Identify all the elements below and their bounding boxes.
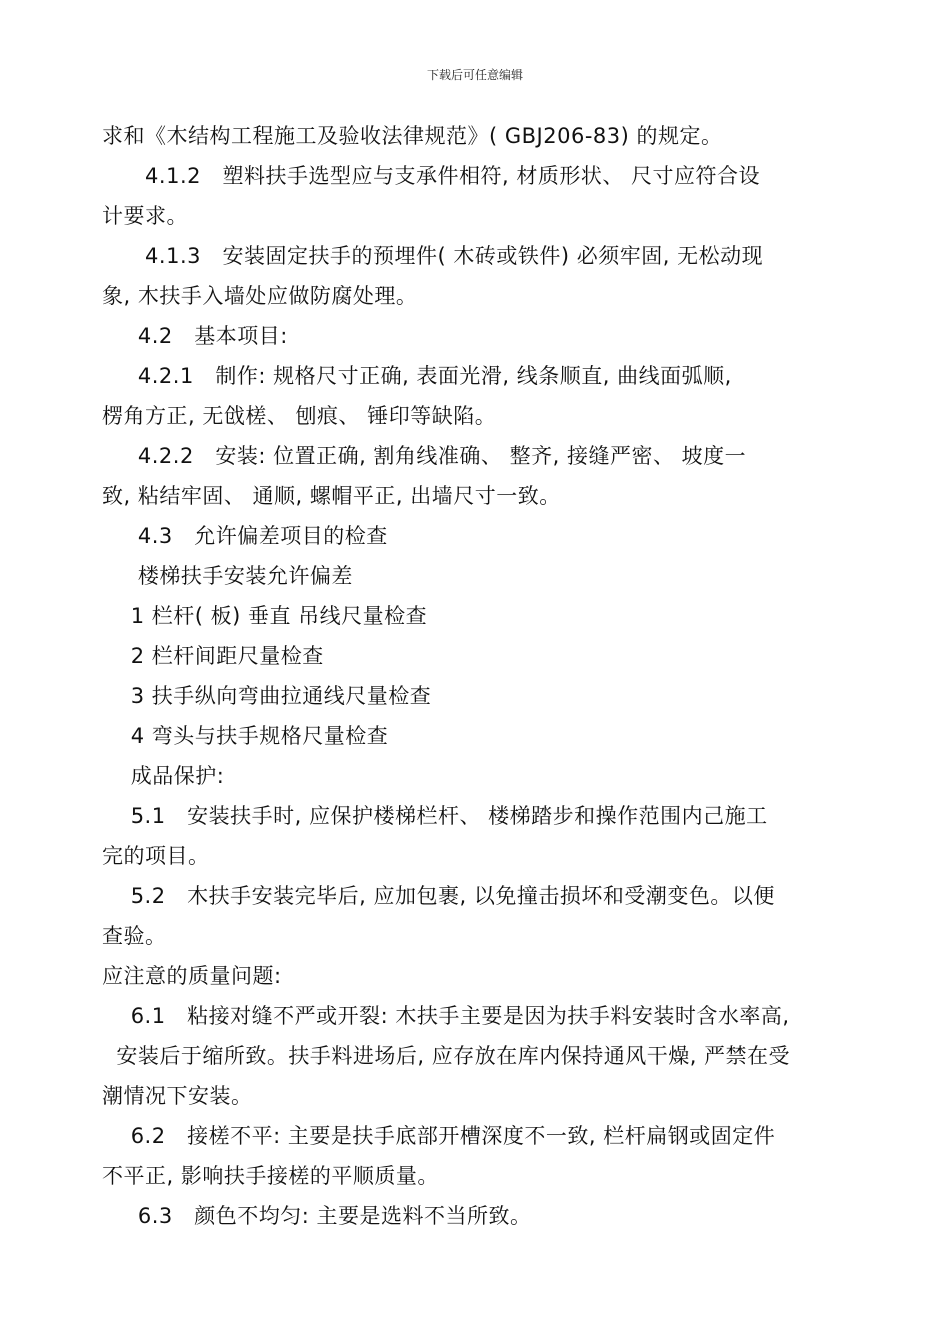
- text-line: 6.3 颜色不均匀: 主要是选料不当所致。: [102, 1204, 532, 1228]
- page-header: 下载后可任意编辑: [426, 68, 523, 82]
- list-item: 3 扶手纵向弯曲拉通线尺量检查: [102, 684, 432, 708]
- text-line: 4.2.1 制作: 规格尺寸正确, 表面光滑, 线条顺直, 曲线面弧顺,: [102, 364, 732, 388]
- text-line: 求和《木结构工程施工及验收法律规范》( GBJ206-83) 的规定。: [102, 124, 723, 148]
- text-line: 不平正, 影响扶手接槎的平顺质量。: [102, 1164, 439, 1188]
- text-line: 完的项目。: [102, 844, 210, 868]
- text-line: 6.2 接槎不平: 主要是扶手底部开槽深度不一致, 栏杆扁钢或固定件: [102, 1124, 776, 1148]
- section-heading: 4.2 基本项目:: [102, 324, 288, 348]
- section-heading: 4.3 允许偏差项目的检查: [102, 524, 388, 548]
- text-line: 楞角方正, 无戗槎、 刨痕、 锤印等缺陷。: [102, 404, 497, 428]
- list-item: 4 弯头与扶手规格尺量检查: [102, 724, 389, 748]
- text-line: 象, 木扶手入墙处应做防腐处理。: [102, 284, 418, 308]
- section-heading: 成品保护:: [102, 764, 225, 788]
- text-line: 致, 粘结牢固、 通顺, 螺帽平正, 出墙尺寸一致。: [102, 484, 561, 508]
- text-line: 楼梯扶手安装允许偏差: [102, 564, 353, 588]
- text-line: 5.1 安装扶手时, 应保护楼梯栏杆、 楼梯踏步和操作范围内己施工: [102, 804, 768, 828]
- section-heading: 应注意的质量问题:: [102, 964, 282, 988]
- text-line: 4.2.2 安装: 位置正确, 割角线准确、 整齐, 接缝严密、 坡度一: [102, 444, 747, 468]
- text-line: 计要求。: [102, 204, 188, 228]
- text-line: 查验。: [102, 924, 167, 948]
- text-line: 4.1.2 塑料扶手选型应与支承件相符, 材质形状、 尺寸应符合设: [102, 164, 761, 188]
- text-line: 潮情况下安装。: [102, 1084, 253, 1108]
- text-line: 6.1 粘接对缝不严或开裂: 木扶手主要是因为扶手料安装时含水率高,: [102, 1004, 790, 1028]
- document-body: [102, 116, 862, 1236]
- text-line: 安装后于缩所致。扶手料进场后, 应存放在库内保持通风干燥, 严禁在受: [102, 1044, 791, 1068]
- list-item: 2 栏杆间距尺量检查: [102, 644, 324, 668]
- text-line: 5.2 木扶手安装完毕后, 应加包裹, 以免撞击损坏和受潮变色。以便: [102, 884, 775, 908]
- text-line: 4.1.3 安装固定扶手的预埋件( 木砖或铁件) 必须牢固, 无松动现: [102, 244, 764, 268]
- list-item: 1 栏杆( 板) 垂直 吊线尺量检查: [102, 604, 428, 628]
